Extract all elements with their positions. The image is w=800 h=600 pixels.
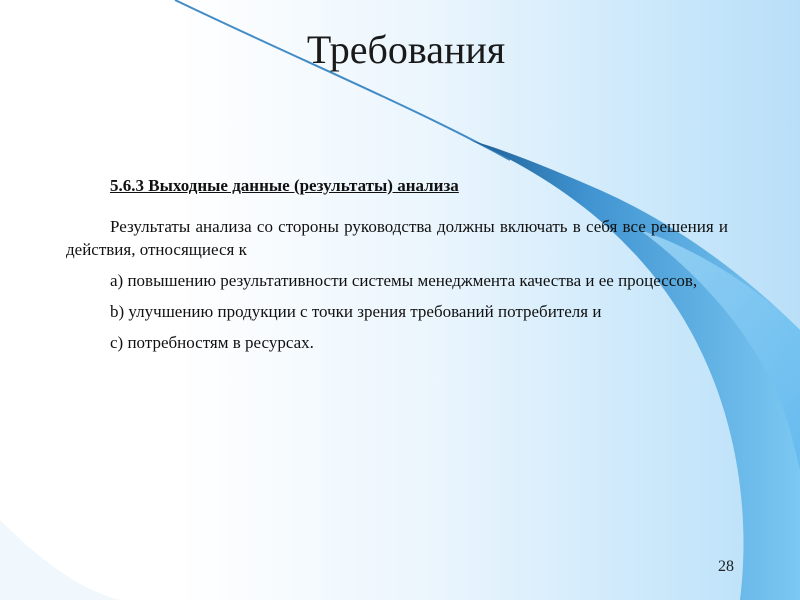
slide-body: [66, 174, 728, 362]
section-heading: 5.6.3 Выходные данные (результаты) анализа: [110, 176, 459, 195]
paragraph-item-a: а) повышению результативности системы менеджмента качества и ее процессов,: [110, 271, 698, 290]
paragraph-item-b: b) улучшению продукции с точки зрения требований потребителя и: [110, 302, 602, 321]
swoosh-line: [175, 0, 510, 160]
corner-tint: [0, 520, 120, 600]
page-number: 28: [718, 558, 734, 575]
paragraph-item-c: c) потребностям в ресурсах.: [110, 333, 314, 352]
slide-title: Требования: [306, 27, 506, 72]
paragraph-intro: Результаты анализа со стороны руководства должны включать в себя все решения и действия, относящиеся к: [66, 217, 728, 259]
